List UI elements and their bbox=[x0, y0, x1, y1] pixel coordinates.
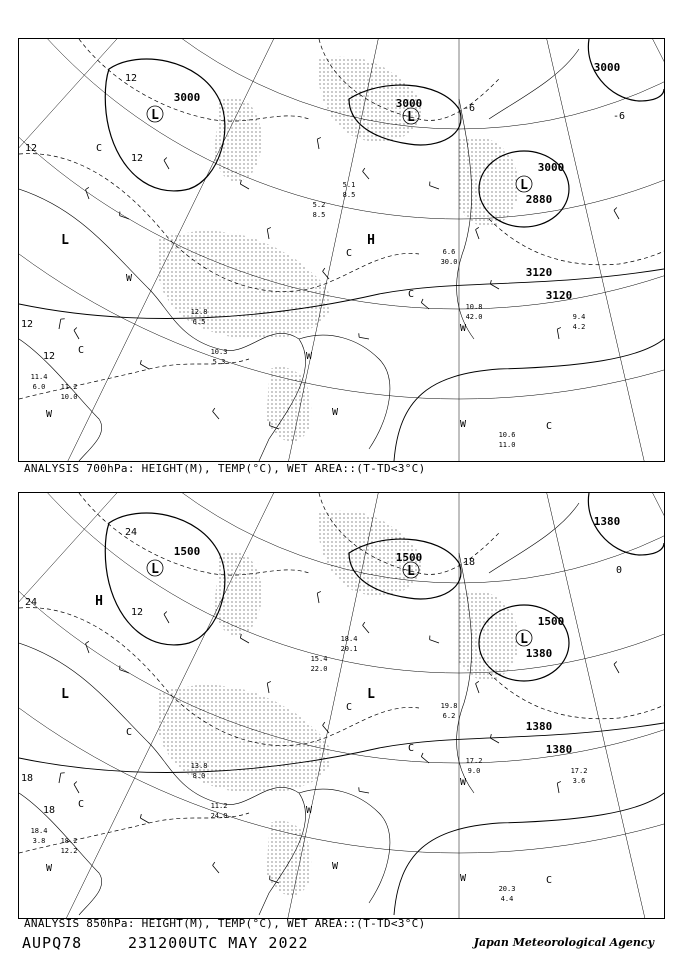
wind-barb bbox=[359, 337, 369, 339]
wind-barb bbox=[240, 638, 249, 643]
height-label: 3000 bbox=[173, 91, 201, 104]
station-value: 30.0 bbox=[440, 258, 458, 266]
wind-barb bbox=[614, 210, 619, 219]
low-pressure-marker: L bbox=[61, 233, 69, 248]
cold-marker: C bbox=[407, 743, 415, 754]
wind-barb-flag bbox=[317, 591, 321, 593]
coast-north bbox=[489, 503, 579, 573]
station-value: 5.3 bbox=[212, 358, 226, 366]
chart-code: AUPQ78 bbox=[22, 934, 83, 952]
station-value: 19.8 bbox=[440, 702, 458, 710]
coast-peninsula bbox=[299, 335, 390, 449]
height-label: 3120 bbox=[545, 289, 573, 302]
wind-barb bbox=[557, 329, 559, 339]
low-pressure-marker: L bbox=[407, 110, 415, 125]
height-contour-south bbox=[394, 339, 664, 461]
height-label: 1500 bbox=[537, 615, 565, 628]
temperature-label: 12 bbox=[130, 607, 144, 618]
low-pressure-marker: L bbox=[520, 178, 528, 193]
warm-marker: W bbox=[459, 777, 467, 788]
height-label: 1500 bbox=[173, 545, 201, 558]
height-label: 3000 bbox=[395, 97, 423, 110]
isotherm bbox=[79, 39, 309, 121]
wet-area bbox=[214, 97, 262, 181]
temperature-label: 12 bbox=[130, 153, 144, 164]
station-value: 4.4 bbox=[500, 895, 514, 903]
wind-barb bbox=[164, 614, 169, 623]
meridian-line bbox=[459, 39, 664, 461]
wet-areas bbox=[159, 56, 519, 441]
wind-barb bbox=[430, 640, 439, 643]
cold-marker: C bbox=[125, 727, 133, 738]
low-pressure-marker: L bbox=[407, 564, 415, 579]
cold-marker: C bbox=[77, 345, 85, 356]
wind-barb bbox=[476, 684, 479, 693]
wind-barb bbox=[267, 229, 269, 239]
cold-marker: C bbox=[407, 289, 415, 300]
wind-barb-flag bbox=[421, 299, 423, 303]
height-label: 1380 bbox=[525, 647, 553, 660]
station-value: 20.3 bbox=[498, 885, 516, 893]
temperature-label: 0 bbox=[615, 565, 623, 576]
warm-marker: W bbox=[305, 351, 313, 362]
map-panel-850hpa bbox=[18, 492, 665, 919]
height-label: 1500 bbox=[395, 551, 423, 564]
wind-barb-flag bbox=[363, 622, 365, 625]
warm-marker: W bbox=[45, 863, 53, 874]
station-value: 11.2 bbox=[210, 802, 228, 810]
wind-barb bbox=[363, 171, 369, 179]
station-value: 42.0 bbox=[465, 313, 483, 321]
station-value: 15.4 bbox=[310, 655, 328, 663]
height-label: 3000 bbox=[537, 161, 565, 174]
temperature-label: 18 bbox=[42, 805, 56, 816]
cold-marker: C bbox=[95, 143, 103, 154]
map-panel-700hpa bbox=[18, 38, 665, 462]
wind-barb-flag bbox=[476, 227, 479, 229]
temperature-label: 12 bbox=[124, 73, 138, 84]
high-pressure-marker: H bbox=[95, 594, 103, 609]
cold-marker: C bbox=[77, 799, 85, 810]
wind-barb bbox=[59, 319, 61, 329]
station-value: 10.3 bbox=[210, 348, 228, 356]
wind-barb-flag bbox=[164, 157, 167, 160]
station-value: 10.0 bbox=[60, 393, 78, 401]
wind-barb bbox=[59, 773, 61, 783]
temperature-label: -6 bbox=[612, 111, 626, 122]
station-value: 11.4 bbox=[30, 373, 48, 381]
wind-barb-flag bbox=[140, 814, 141, 818]
wind-barb bbox=[476, 230, 479, 239]
temperature-label: 12 bbox=[42, 351, 56, 362]
wind-barb bbox=[140, 818, 149, 823]
cold-marker: C bbox=[345, 702, 353, 713]
wind-barb-flag bbox=[323, 268, 325, 271]
station-value: 8.5 bbox=[312, 211, 326, 219]
temperature-label: 18 bbox=[462, 557, 476, 568]
wind-barb-flag bbox=[213, 862, 215, 865]
station-value: 11.0 bbox=[498, 441, 516, 449]
wet-area bbox=[159, 685, 331, 793]
low-pressure-marker: L bbox=[151, 108, 159, 123]
height-label: 1380 bbox=[545, 743, 573, 756]
wind-barb bbox=[74, 330, 79, 339]
wind-barb bbox=[86, 644, 89, 653]
cold-marker: C bbox=[545, 875, 553, 886]
station-value: 20.1 bbox=[340, 645, 358, 653]
map-700hpa bbox=[19, 39, 664, 461]
wind-barb-flag bbox=[74, 781, 77, 784]
wind-barb-flag bbox=[557, 327, 561, 329]
station-value: 17.2 bbox=[570, 767, 588, 775]
wind-barb-flag bbox=[267, 227, 271, 229]
station-value: 18.4 bbox=[340, 635, 358, 643]
warm-marker: W bbox=[125, 273, 133, 284]
wind-barb bbox=[430, 186, 439, 189]
wind-barb-flag bbox=[614, 207, 617, 210]
height-contour-low-west bbox=[105, 59, 225, 191]
wind-barb bbox=[614, 664, 619, 673]
low-pressure-marker: L bbox=[520, 632, 528, 647]
height-label: 1380 bbox=[525, 720, 553, 733]
wind-barb bbox=[317, 593, 319, 603]
warm-marker: W bbox=[331, 407, 339, 418]
station-value: 22.0 bbox=[310, 665, 328, 673]
low-pressure-marker: L bbox=[61, 687, 69, 702]
station-value: 12.2 bbox=[60, 847, 78, 855]
station-value: 5.2 bbox=[312, 201, 326, 209]
coast-north bbox=[489, 49, 579, 119]
wind-barb-flag bbox=[476, 681, 479, 683]
caption-700hpa: ANALYSIS 700hPa: HEIGHT(M), TEMP(°C), WET AREA::(T-TD<3°C) bbox=[24, 462, 426, 475]
wind-barb bbox=[86, 190, 89, 199]
wind-barb bbox=[240, 184, 249, 189]
meridian-line bbox=[459, 493, 664, 918]
station-value: 8.5 bbox=[342, 191, 356, 199]
wind-barb-flag bbox=[86, 187, 89, 189]
station-value: 6.6 bbox=[442, 248, 456, 256]
station-value: 10.8 bbox=[465, 303, 483, 311]
station-value: 3.6 bbox=[572, 777, 586, 785]
temperature-label: 18 bbox=[20, 773, 34, 784]
wind-barb-flag bbox=[86, 641, 89, 643]
station-value: 6.5 bbox=[192, 318, 206, 326]
low-pressure-marker: L bbox=[367, 687, 375, 702]
wind-barb bbox=[490, 738, 499, 743]
wind-barb bbox=[490, 284, 499, 289]
caption-850hpa: ANALYSIS 850hPa: HEIGHT(M), TEMP(°C), WET AREA::(T-TD<3°C) bbox=[24, 917, 426, 930]
height-contour-low-west bbox=[105, 513, 225, 645]
temperature-label: -6 bbox=[462, 103, 476, 114]
coast-peninsula bbox=[299, 789, 390, 903]
temperature-label: 24 bbox=[24, 597, 38, 608]
cold-marker: C bbox=[545, 421, 553, 432]
wet-area bbox=[214, 551, 262, 635]
wind-barb bbox=[557, 783, 559, 793]
station-value: 18.2 bbox=[60, 837, 78, 845]
warm-marker: W bbox=[305, 805, 313, 816]
wind-barb-flag bbox=[490, 280, 491, 284]
wind-barb bbox=[140, 364, 149, 369]
high-pressure-marker: H bbox=[367, 233, 375, 248]
station-value: 8.0 bbox=[192, 772, 206, 780]
wet-area bbox=[159, 231, 331, 339]
wind-barb-flag bbox=[164, 611, 167, 614]
warm-marker: W bbox=[459, 419, 467, 430]
station-value: 11.2 bbox=[60, 383, 78, 391]
height-contour-south bbox=[394, 793, 664, 915]
height-label: 3120 bbox=[525, 266, 553, 279]
warm-marker: W bbox=[331, 861, 339, 872]
station-value: 6.0 bbox=[32, 383, 46, 391]
warm-marker: W bbox=[459, 873, 467, 884]
wind-barb-flag bbox=[213, 408, 215, 411]
warm-marker: W bbox=[45, 409, 53, 420]
station-value: 6.2 bbox=[442, 712, 456, 720]
wet-area bbox=[267, 821, 312, 895]
wind-barb bbox=[363, 625, 369, 633]
station-value: 3.8 bbox=[32, 837, 46, 845]
temperature-label: 12 bbox=[20, 319, 34, 330]
station-value: 13.8 bbox=[190, 762, 208, 770]
wind-barb bbox=[267, 683, 269, 693]
station-value: 5.1 bbox=[342, 181, 356, 189]
wind-barb-flag bbox=[140, 360, 141, 364]
wet-areas bbox=[159, 510, 519, 895]
wind-barb bbox=[74, 784, 79, 793]
wind-barb-flag bbox=[74, 327, 77, 330]
map-850hpa bbox=[19, 493, 664, 918]
wind-barb-flag bbox=[614, 661, 617, 664]
wind-barb-flag bbox=[421, 753, 423, 757]
station-value: 4.2 bbox=[572, 323, 586, 331]
wind-barb bbox=[359, 791, 369, 793]
agency-name: Japan Meteorological Agency bbox=[473, 936, 654, 949]
wind-barb-flag bbox=[490, 734, 491, 738]
wet-area bbox=[267, 367, 312, 441]
height-label: 1380 bbox=[593, 515, 621, 528]
isotherm bbox=[79, 493, 309, 575]
warm-marker: W bbox=[459, 323, 467, 334]
wind-barb bbox=[213, 411, 219, 419]
station-value: 9.4 bbox=[572, 313, 586, 321]
wind-barb bbox=[213, 865, 219, 873]
wind-barb-flag bbox=[267, 681, 271, 683]
height-label: 3000 bbox=[593, 61, 621, 74]
temperature-label: 24 bbox=[124, 527, 138, 538]
wind-barb-flag bbox=[317, 137, 321, 139]
station-value: 12.8 bbox=[190, 308, 208, 316]
wind-barb bbox=[317, 139, 319, 149]
height-label: 2880 bbox=[525, 193, 553, 206]
wind-barb-flag bbox=[363, 168, 365, 171]
station-value: 17.2 bbox=[465, 757, 483, 765]
station-value: 9.0 bbox=[467, 767, 481, 775]
station-value: 24.0 bbox=[210, 812, 228, 820]
station-value: 18.4 bbox=[30, 827, 48, 835]
cold-marker: C bbox=[345, 248, 353, 259]
wind-barb-flag bbox=[557, 781, 561, 783]
temperature-label: 12 bbox=[24, 143, 38, 154]
station-value: 10.6 bbox=[498, 431, 516, 439]
wind-barb bbox=[164, 160, 169, 169]
wind-barb-flag bbox=[323, 722, 325, 725]
valid-time: 231200UTC MAY 2022 bbox=[128, 934, 309, 952]
low-pressure-marker: L bbox=[151, 562, 159, 577]
